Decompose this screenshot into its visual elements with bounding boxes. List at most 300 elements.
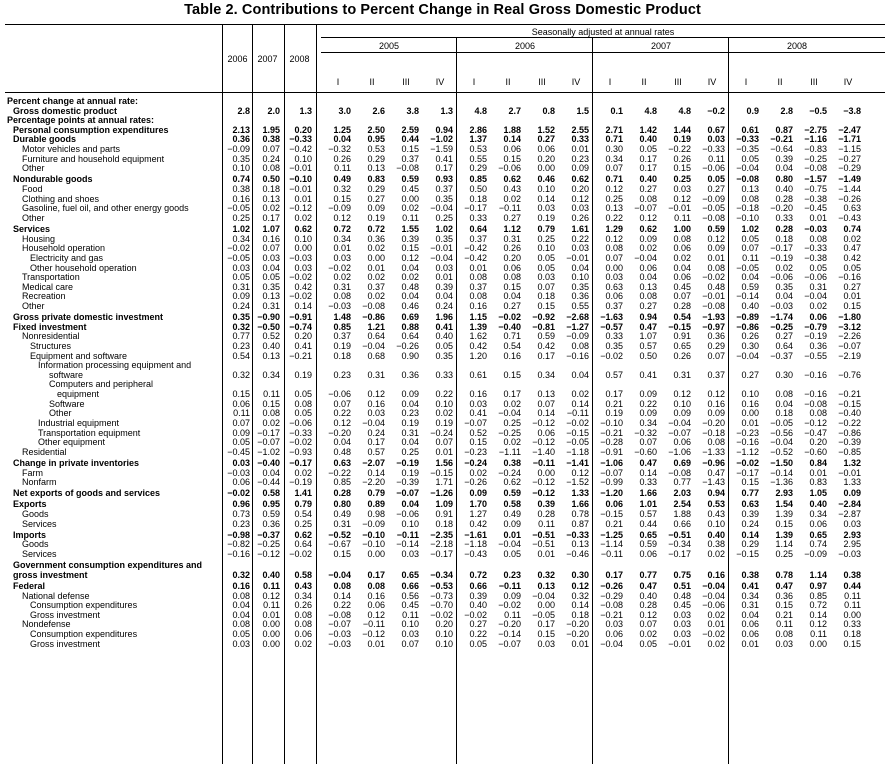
table-cell: −0.79 bbox=[804, 321, 827, 332]
table-cell: −0.07 bbox=[838, 341, 861, 351]
table-cell: 0.19 bbox=[537, 212, 555, 223]
table-cell: 0.62 bbox=[571, 174, 589, 185]
table-cell: 1.48 bbox=[333, 312, 351, 323]
table-cell: 0.07 bbox=[537, 281, 555, 292]
table-cell: 0.64 bbox=[401, 331, 419, 342]
table-cell: 1.41 bbox=[294, 488, 312, 499]
table-cell: 0.87 bbox=[775, 124, 793, 135]
table-cell: −1.02 bbox=[430, 134, 453, 145]
table-cell: 0.31 bbox=[809, 281, 827, 292]
table-cell: 0.03 bbox=[775, 638, 793, 649]
table-cell: 0.19 bbox=[401, 417, 419, 428]
table-cell: 0.18 bbox=[435, 518, 453, 529]
table-cell: 0.12 bbox=[673, 193, 691, 204]
table-cell: 0.30 bbox=[571, 569, 589, 580]
table-cell: −0.33 bbox=[702, 144, 725, 155]
table-cell: 0.47 bbox=[843, 243, 861, 254]
table-cell: 0.54 bbox=[673, 312, 691, 323]
table-cell: 0.03 bbox=[673, 184, 691, 195]
table-cell: 0.03 bbox=[232, 457, 250, 468]
table-cell: −0.24 bbox=[464, 457, 487, 468]
table-cell: 0.48 bbox=[401, 281, 419, 292]
table-cell: 0.64 bbox=[775, 341, 793, 351]
table-cell: 0.71 bbox=[605, 134, 623, 145]
table-cell: 0.29 bbox=[707, 341, 725, 351]
table-cell: 4.8 bbox=[678, 105, 691, 116]
table-cell: 0.49 bbox=[333, 174, 351, 185]
table-cell: −0.14 bbox=[498, 628, 521, 639]
table-cell: 0.23 bbox=[333, 369, 351, 380]
table-cell: 0.22 bbox=[435, 389, 453, 400]
table-cell: 0.04 bbox=[401, 262, 419, 273]
table-cell: 0.08 bbox=[741, 193, 759, 204]
table-cell: 0.06 bbox=[673, 437, 691, 448]
table-cell: 0.65 bbox=[401, 569, 419, 580]
table-cell: 0.36 bbox=[809, 341, 827, 351]
table-cell: 0.83 bbox=[367, 174, 385, 185]
table-cell: 0.03 bbox=[333, 252, 351, 263]
table-cell: 0.01 bbox=[707, 619, 725, 630]
table-cell: 0.06 bbox=[367, 600, 385, 611]
row-label: Gross private domestic investment bbox=[13, 312, 164, 323]
table-cell: −0.09 bbox=[804, 549, 827, 560]
table-cell: 0.02 bbox=[401, 272, 419, 283]
table-cell: 0.06 bbox=[639, 549, 657, 560]
table-cell: 0.00 bbox=[537, 600, 555, 611]
table-cell: 0.11 bbox=[504, 609, 521, 620]
table-cell: 0.39 bbox=[469, 590, 487, 601]
table-cell: 0.15 bbox=[503, 281, 521, 292]
table-cell: 0.10 bbox=[435, 628, 453, 639]
table-cell: 2.7 bbox=[508, 105, 521, 116]
table-cell: 2.8 bbox=[780, 105, 793, 116]
table-cell: −0.18 bbox=[736, 203, 759, 214]
table-cell: −0.10 bbox=[736, 212, 759, 223]
table-cell: 0.28 bbox=[639, 600, 657, 611]
table-cell: 0.33 bbox=[843, 619, 861, 630]
table-cell: −0.04 bbox=[736, 163, 759, 174]
table-cell: −0.26 bbox=[396, 341, 419, 351]
table-cell: 0.93 bbox=[435, 174, 453, 185]
table-cell: 0.01 bbox=[571, 638, 589, 649]
year-header-2006: 2006 bbox=[514, 41, 536, 51]
table-cell: 1.95 bbox=[262, 124, 280, 135]
table-cell: 0.44 bbox=[639, 518, 657, 529]
table-cell: 0.22 bbox=[469, 628, 487, 639]
table-cell: 2.6 bbox=[372, 105, 385, 116]
table-cell: −0.25 bbox=[804, 153, 827, 164]
table-cell: 0.31 bbox=[262, 301, 280, 312]
table-cell: −1.57 bbox=[804, 174, 827, 185]
table-cell: −1.40 bbox=[532, 446, 555, 457]
table-cell: 0.47 bbox=[707, 467, 725, 478]
table-cell: −0.21 bbox=[838, 389, 861, 400]
table-cell: 0.9 bbox=[746, 105, 759, 116]
row-label: Software bbox=[49, 398, 85, 409]
table-cell: −0.14 bbox=[736, 291, 759, 302]
table-cell: 0.36 bbox=[707, 331, 725, 342]
table-cell: 0.16 bbox=[469, 389, 487, 400]
table-cell: 0.16 bbox=[232, 193, 250, 204]
table-cell: −0.42 bbox=[464, 243, 487, 254]
table-cell: 0.12 bbox=[605, 233, 623, 244]
table-cell: 0.39 bbox=[741, 509, 759, 520]
table-cell: 0.62 bbox=[294, 529, 312, 540]
table-cell: −1.61 bbox=[464, 529, 487, 540]
table-cell: 0.05 bbox=[294, 389, 312, 400]
row-label: Personal consumption expenditures bbox=[13, 124, 169, 135]
table-cell: 0.31 bbox=[401, 427, 419, 438]
table-cell: −0.55 bbox=[804, 350, 827, 361]
table-cell: 0.17 bbox=[367, 569, 385, 580]
table-cell: −0.16 bbox=[566, 350, 589, 361]
table-cell: 0.38 bbox=[707, 539, 725, 550]
row-label: Medical care bbox=[22, 281, 74, 292]
table-cell: 0.15 bbox=[775, 600, 793, 611]
table-cell: −0.60 bbox=[634, 446, 657, 457]
table-cell: 0.00 bbox=[367, 252, 385, 263]
table-cell: 0.04 bbox=[333, 437, 351, 448]
table-cell: 0.31 bbox=[232, 281, 250, 292]
table-cell: 0.15 bbox=[503, 153, 521, 164]
table-cell: −0.04 bbox=[634, 252, 657, 263]
table-cell: 0.00 bbox=[843, 609, 861, 620]
table-cell: 0.07 bbox=[232, 417, 250, 428]
table-cell: −3.8 bbox=[843, 105, 861, 116]
table-cell: 0.37 bbox=[333, 331, 351, 342]
table-cell: −0.02 bbox=[328, 262, 351, 273]
table-cell: 0.16 bbox=[469, 301, 487, 312]
table-cell: 0.25 bbox=[537, 233, 555, 244]
row-label: Other bbox=[22, 301, 45, 312]
table-cell: −0.01 bbox=[838, 467, 861, 478]
table-cell: 0.08 bbox=[775, 389, 793, 400]
table-cell: −0.17 bbox=[430, 549, 453, 560]
row-label: Imports bbox=[13, 529, 47, 540]
table-cell: −0.20 bbox=[498, 619, 521, 630]
table-top-rule bbox=[5, 24, 885, 25]
table-cell: 0.12 bbox=[809, 619, 827, 630]
table-cell: 0.20 bbox=[571, 184, 589, 195]
table-cell: −0.12 bbox=[532, 437, 555, 448]
table-cell: 0.09 bbox=[639, 408, 657, 419]
table-cell: −1.27 bbox=[566, 321, 589, 332]
table-cell: 0.02 bbox=[707, 549, 725, 560]
table-cell: −1.12 bbox=[736, 446, 759, 457]
table-cell: 0.06 bbox=[809, 518, 827, 529]
table-cell: 0.48 bbox=[673, 590, 691, 601]
table-cell: 0.95 bbox=[367, 134, 385, 145]
table-cell: 2.03 bbox=[673, 488, 691, 499]
table-cell: 0.16 bbox=[707, 569, 725, 580]
table-cell: 0.11 bbox=[263, 389, 280, 400]
table-cell: −1.44 bbox=[838, 184, 861, 195]
table-cell: 0.05 bbox=[639, 638, 657, 649]
table-cell: 0.57 bbox=[639, 509, 657, 520]
table-cell: −0.11 bbox=[600, 549, 623, 560]
table-cell: 1.02 bbox=[232, 224, 250, 235]
table-cell: 0.52 bbox=[262, 331, 280, 342]
table-cell: 0.45 bbox=[673, 600, 691, 611]
row-label: Other household operation bbox=[30, 262, 137, 273]
table-cell: 0.12 bbox=[367, 389, 385, 400]
table-cell: 0.34 bbox=[333, 233, 351, 244]
table-cell: 0.14 bbox=[571, 600, 589, 611]
table-cell: 0.08 bbox=[262, 408, 280, 419]
row-label: Government consumption expenditures and bbox=[13, 560, 203, 571]
table-cell: −0.02 bbox=[289, 291, 312, 302]
table-cell: 0.94 bbox=[435, 124, 453, 135]
table-cell: 0.61 bbox=[741, 124, 759, 135]
table-cell: −3.12 bbox=[838, 321, 861, 332]
table-cell: 0.08 bbox=[707, 262, 725, 273]
row-label: Percent change at annual rate: bbox=[7, 96, 139, 106]
table-cell: 0.66 bbox=[673, 518, 691, 529]
table-cell: 0.01 bbox=[503, 529, 521, 540]
table-cell: 0.68 bbox=[367, 350, 385, 361]
table-cell: 0.11 bbox=[262, 580, 280, 591]
table-cell: 0.09 bbox=[232, 427, 250, 438]
table-cell: 0.26 bbox=[673, 153, 691, 164]
table-cell: 0.36 bbox=[571, 291, 589, 302]
table-cell: 0.71 bbox=[503, 331, 521, 342]
table-cell: 0.03 bbox=[571, 203, 589, 214]
table-cell: 0.30 bbox=[741, 341, 759, 351]
table-cell: 0.18 bbox=[469, 193, 487, 204]
table-cell: −0.15 bbox=[838, 398, 861, 409]
table-cell: 1.39 bbox=[469, 321, 487, 332]
row-label: Industrial equipment bbox=[38, 417, 120, 428]
row-label: Goods bbox=[22, 509, 49, 520]
table-cell: −0.12 bbox=[532, 417, 555, 428]
table-cell: −0.2 bbox=[707, 105, 725, 116]
table-cell: 0.04 bbox=[262, 467, 280, 478]
row-label: Electricity and gas bbox=[30, 252, 104, 263]
table-cell: 0.73 bbox=[232, 509, 250, 520]
table-cell: 1.44 bbox=[673, 124, 691, 135]
table-cell: 0.32 bbox=[232, 321, 250, 332]
table-cell: 1.66 bbox=[639, 488, 657, 499]
table-cell: 0.41 bbox=[469, 408, 487, 419]
table-cell: −0.43 bbox=[838, 212, 861, 223]
table-cell: 0.43 bbox=[707, 509, 725, 520]
table-cell: 0.08 bbox=[639, 193, 657, 204]
table-cell: −0.20 bbox=[566, 619, 589, 630]
table-cell: 1.96 bbox=[435, 312, 453, 323]
table-cell: 0.85 bbox=[809, 590, 827, 601]
table-cell: 0.10 bbox=[571, 272, 589, 283]
table-cell: 0.59 bbox=[262, 509, 280, 520]
table-cell: 0.07 bbox=[262, 144, 280, 155]
table-cell: −0.11 bbox=[498, 203, 521, 214]
table-cell: −0.20 bbox=[328, 427, 351, 438]
table-cell: −0.04 bbox=[498, 539, 521, 550]
table-cell: 0.37 bbox=[435, 184, 453, 195]
table-cell: 0.06 bbox=[741, 619, 759, 630]
table-cell: −0.06 bbox=[396, 509, 419, 520]
table-cell: 0.07 bbox=[605, 163, 623, 174]
table-cell: 0.02 bbox=[673, 252, 691, 263]
table-cell: 0.20 bbox=[294, 124, 312, 135]
table-cell: −0.12 bbox=[804, 417, 827, 428]
table-cell: 0.37 bbox=[367, 281, 385, 292]
table-cell: −1.25 bbox=[600, 529, 623, 540]
table-cell: 1.29 bbox=[605, 224, 623, 235]
table-cell: −1.18 bbox=[464, 539, 487, 550]
table-cell: 0.83 bbox=[809, 477, 827, 488]
table-cell: 0.05 bbox=[809, 262, 827, 273]
table-cell: 0.31 bbox=[741, 600, 759, 611]
table-cell: −0.04 bbox=[804, 291, 827, 302]
table-cell: −0.01 bbox=[430, 243, 453, 254]
table-cell: 0.13 bbox=[537, 389, 555, 400]
table-cell: −0.11 bbox=[498, 580, 521, 591]
table-cell: 0.45 bbox=[401, 184, 419, 195]
table-cell: 0.15 bbox=[333, 549, 351, 560]
table-cell: 0.27 bbox=[639, 301, 657, 312]
table-cell: −0.06 bbox=[702, 600, 725, 611]
table-cell: 0.01 bbox=[367, 262, 385, 273]
table-cell: −0.04 bbox=[328, 569, 351, 580]
table-cell: −0.64 bbox=[770, 144, 793, 155]
table-cell: 0.09 bbox=[469, 488, 487, 499]
quarter-header: III bbox=[674, 77, 682, 87]
table-cell: 0.09 bbox=[639, 233, 657, 244]
table-cell: −1.43 bbox=[702, 477, 725, 488]
table-cell: 0.37 bbox=[469, 281, 487, 292]
row-label: Services bbox=[22, 518, 57, 529]
table-cell: −0.04 bbox=[498, 408, 521, 419]
table-cell: −0.01 bbox=[289, 163, 312, 174]
table-cell: 0.80 bbox=[333, 499, 351, 510]
table-cell: 0.19 bbox=[673, 134, 691, 145]
table-cell: −0.04 bbox=[600, 638, 623, 649]
table-cell: 2.13 bbox=[232, 124, 250, 135]
table-cell: 0.03 bbox=[367, 408, 385, 419]
table-cell: −0.17 bbox=[289, 457, 312, 468]
table-cell: −0.01 bbox=[566, 252, 589, 263]
table-cell: 0.47 bbox=[639, 580, 657, 591]
table-cell: 0.63 bbox=[843, 203, 861, 214]
table-cell: −0.91 bbox=[289, 312, 312, 323]
table-cell: 0.18 bbox=[262, 184, 280, 195]
table-cell: −0.33 bbox=[736, 134, 759, 145]
table-cell: −0.02 bbox=[227, 488, 250, 499]
table-cell: 0.03 bbox=[262, 252, 280, 263]
table-cell: 1.21 bbox=[367, 321, 385, 332]
table-cell: 0.23 bbox=[232, 518, 250, 529]
table-cell: 0.17 bbox=[639, 163, 657, 174]
table-cell: 0.22 bbox=[571, 233, 589, 244]
table-cell: 1.07 bbox=[262, 224, 280, 235]
table-cell: 0.12 bbox=[605, 184, 623, 195]
table-cell: 0.72 bbox=[469, 569, 487, 580]
table-cell: −0.40 bbox=[257, 457, 280, 468]
table-cell: 0.08 bbox=[262, 163, 280, 174]
table-cell: −1.36 bbox=[770, 477, 793, 488]
table-cell: 0.00 bbox=[605, 262, 623, 273]
table-cell: −0.08 bbox=[702, 301, 725, 312]
table-cell: 0.8 bbox=[542, 105, 555, 116]
table-cell: −0.33 bbox=[289, 134, 312, 145]
year-header-2005: 2005 bbox=[378, 41, 400, 51]
table-cell: 0.08 bbox=[294, 398, 312, 409]
table-cell: 0.03 bbox=[673, 628, 691, 639]
table-cell: −0.21 bbox=[770, 134, 793, 145]
table-cell: 0.08 bbox=[775, 628, 793, 639]
table-cell: −0.20 bbox=[566, 628, 589, 639]
table-cell: 0.15 bbox=[673, 163, 691, 174]
table-cell: 0.41 bbox=[294, 341, 312, 351]
table-cell: −0.15 bbox=[736, 549, 759, 560]
table-cell: 0.00 bbox=[537, 163, 555, 174]
table-cell: −0.01 bbox=[668, 203, 691, 214]
table-cell: 0.23 bbox=[503, 569, 521, 580]
table-cell: 0.06 bbox=[503, 144, 521, 155]
table-cell: 2.55 bbox=[571, 124, 589, 135]
table-cell: 0.03 bbox=[537, 638, 555, 649]
table-cell: −0.02 bbox=[702, 628, 725, 639]
table-cell: 0.18 bbox=[537, 291, 555, 302]
table-cell: −0.09 bbox=[227, 144, 250, 155]
table-cell: −0.38 bbox=[804, 252, 827, 263]
table-cell: 0.26 bbox=[741, 331, 759, 342]
table-cell: 0.14 bbox=[809, 609, 827, 620]
table-cell: 2.59 bbox=[401, 124, 419, 135]
table-cell: −0.25 bbox=[770, 321, 793, 332]
table-cell: 0.09 bbox=[401, 389, 419, 400]
year-header-2007: 2007 bbox=[650, 41, 672, 51]
table-cell: −0.09 bbox=[328, 203, 351, 214]
table-cell: 0.02 bbox=[843, 233, 861, 244]
table-cell: 1.52 bbox=[537, 124, 555, 135]
table-cell: −0.20 bbox=[702, 417, 725, 428]
table-cell: 0.23 bbox=[571, 153, 589, 164]
table-cell: 0.05 bbox=[537, 252, 555, 263]
table-cell: −0.16 bbox=[804, 389, 827, 400]
table-cell: 0.03 bbox=[232, 638, 250, 649]
table-cell: 0.09 bbox=[639, 389, 657, 400]
table-cell: 0.72 bbox=[809, 600, 827, 611]
row-label: Nondurable goods bbox=[13, 174, 93, 185]
table-cell: 0.33 bbox=[435, 369, 453, 380]
table-cell: 0.11 bbox=[538, 518, 555, 529]
table-cell: −0.02 bbox=[227, 243, 250, 254]
table-cell: 0.58 bbox=[294, 569, 312, 580]
table-cell: −0.04 bbox=[362, 341, 385, 351]
row-label: Household operation bbox=[22, 243, 106, 254]
table-cell: 1.05 bbox=[809, 488, 827, 499]
table-cell: −0.20 bbox=[770, 203, 793, 214]
table-cell: −0.38 bbox=[804, 193, 827, 204]
table-cell: −0.06 bbox=[328, 389, 351, 400]
table-cell: 0.04 bbox=[503, 291, 521, 302]
table-cell: 0.35 bbox=[232, 153, 250, 164]
table-cell: 0.18 bbox=[775, 233, 793, 244]
table-cell: 0.10 bbox=[294, 153, 312, 164]
table-cell: 0.06 bbox=[503, 262, 521, 273]
table-cell: 0.02 bbox=[401, 203, 419, 214]
table-cell: −1.71 bbox=[838, 134, 861, 145]
table-cell: 0.51 bbox=[673, 580, 691, 591]
table-cell: 0.05 bbox=[469, 638, 487, 649]
table-cell: 0.07 bbox=[537, 398, 555, 409]
table-cell: 0.12 bbox=[673, 389, 691, 400]
row-label: Nonresidential bbox=[22, 331, 80, 342]
table-cell: −2.20 bbox=[362, 477, 385, 488]
table-cell: 0.04 bbox=[775, 291, 793, 302]
table-cell: −0.51 bbox=[532, 539, 555, 550]
